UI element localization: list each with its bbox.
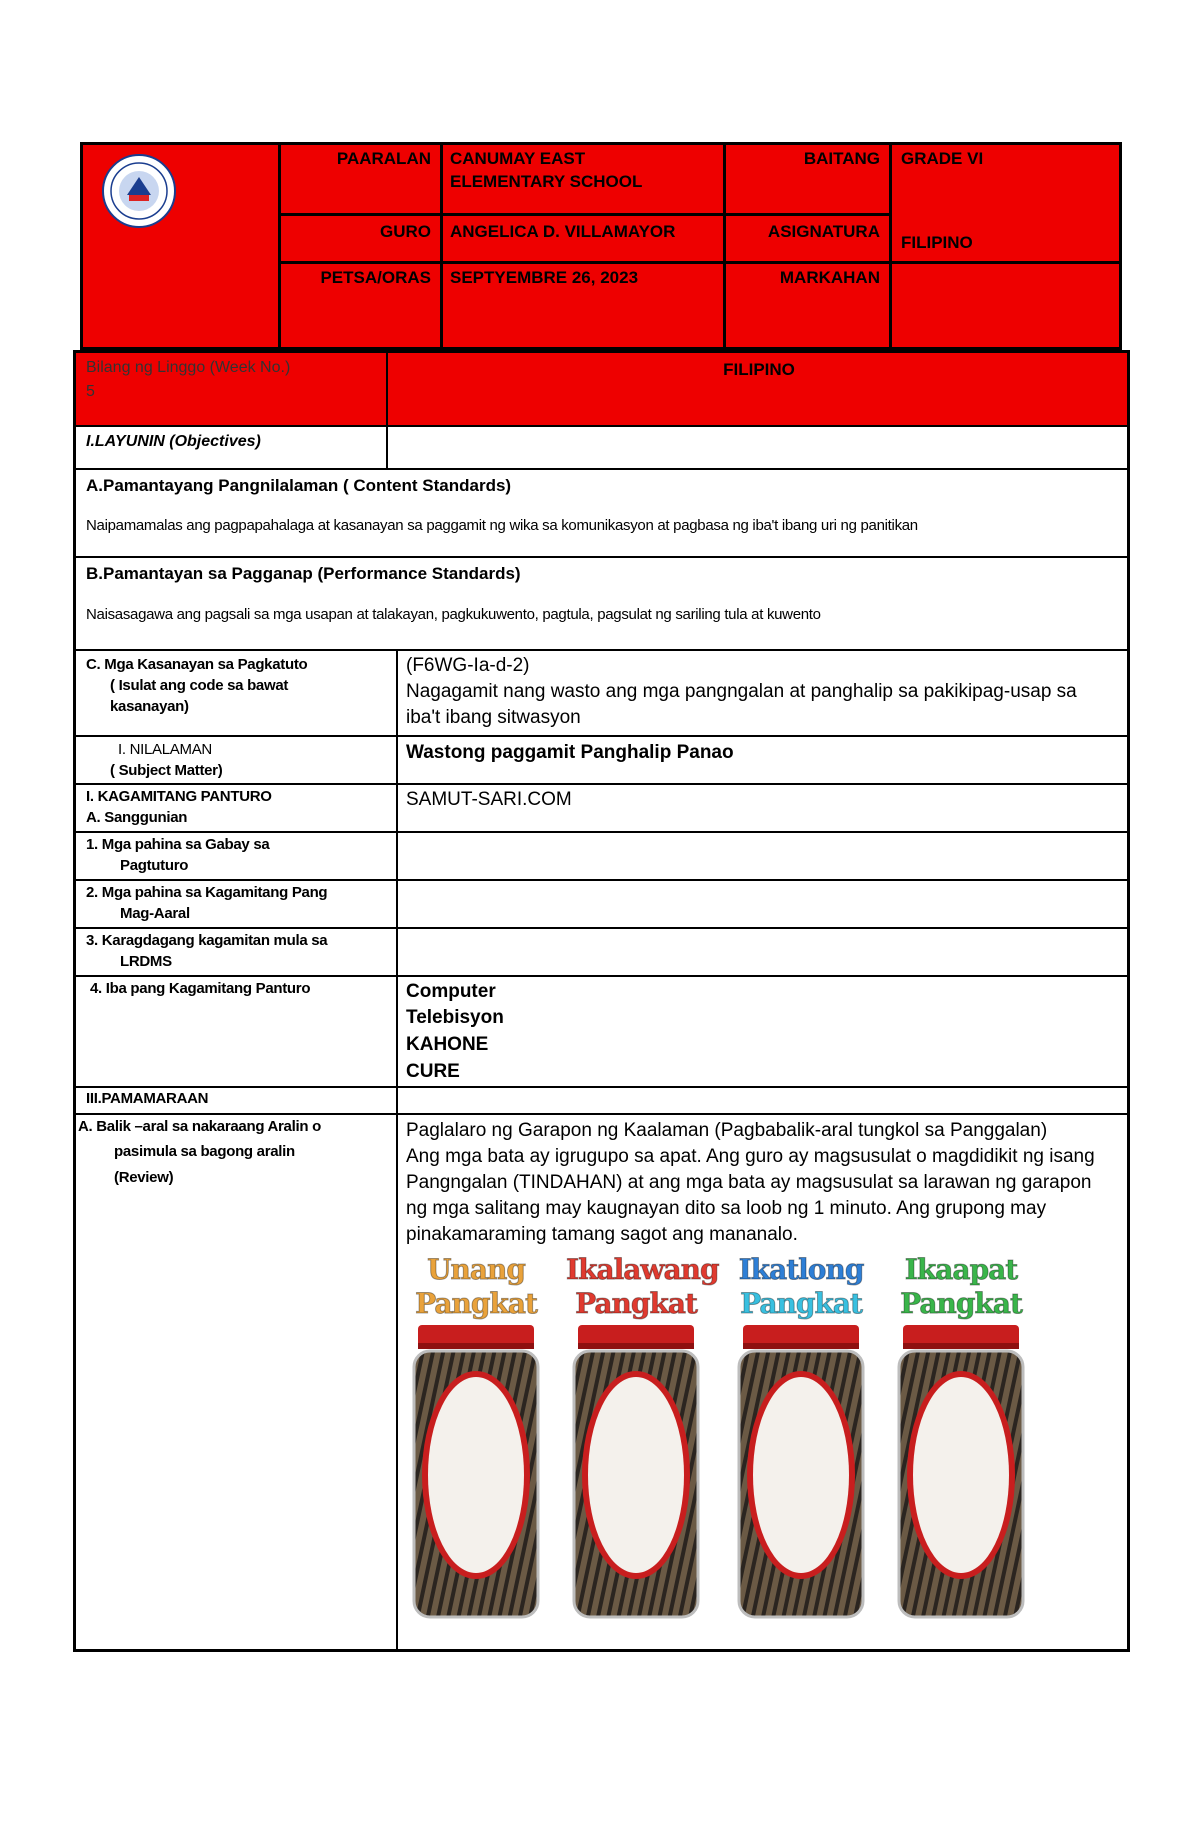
jar-group-word2: Pangkat: [575, 1287, 697, 1320]
kasanayan-text-line2: iba't ibang sitwasyon: [406, 707, 581, 728]
markahan-label: MARKAHAN: [779, 268, 880, 287]
week-label: Bilang ng Linggo (Week No.): [86, 359, 291, 376]
kagamitan-item4-value-2: Telebisyon: [406, 1007, 504, 1028]
nilalaman-value: Wastong paggamit Panghalip Panao: [406, 742, 734, 763]
header-block: [80, 142, 1122, 350]
kasanayan-label-line1: C. Mga Kasanayan sa Pagkatuto: [86, 656, 308, 673]
kasanayan-label-line3: kasanayan): [110, 698, 189, 715]
asignatura-value: FILIPINO: [901, 233, 973, 252]
activity-line1: Paglalaro ng Garapon ng Kaalaman (Pagbabalik-aral tungkol sa Panggalan): [406, 1120, 1048, 1141]
kasanayan-label-line2: ( Isulat ang code sa bawat: [110, 677, 289, 694]
activity-line5: pinakamaraming tamang sagot ang mananalo.: [406, 1224, 798, 1245]
nilalaman-label-line2: ( Subject Matter): [110, 762, 223, 779]
kagamitan-item3-line1: 3. Karagdagang kagamitan mula sa: [86, 932, 328, 949]
kagamitan-item1-line2: Pagtuturo: [120, 857, 189, 874]
kasanayan-text-line1: Nagagamit nang wasto ang mga pangngalan at panghalip sa pakikipag-usap sa: [406, 681, 1077, 702]
content-standards-text: Naipamamalas ang pagpapahalaga at kasanayan sa paggamit ng wika sa komunikasyon at pagbasa ng iba't ibang uri ng panitikan: [86, 517, 918, 534]
performance-standards-text: Naisasagawa ang pagsali sa mga usapan at talakayan, pagkukuwento, pagtula, pagsulat ng sariling tula at kuwento: [86, 606, 821, 623]
asignatura-label: ASIGNATURA: [767, 222, 880, 241]
subject-title: FILIPINO: [723, 360, 795, 379]
kagamitan-item4-value-4: CURE: [406, 1061, 460, 1082]
performance-standards-title: B.Pamantayan sa Pagganap (Performance Standards): [86, 564, 521, 583]
jar-group-word1: Unang: [427, 1253, 525, 1286]
jar-group-word2: Pangkat: [415, 1287, 537, 1320]
jar-ikaapat-pangkat: [891, 1253, 1031, 1625]
week-number: 5: [86, 383, 95, 400]
paaralan-value-line1: CANUMAY EAST: [450, 149, 586, 168]
kagamitan-item1-line1: 1. Mga pahina sa Gabay sa: [86, 836, 270, 853]
jar-icon: [891, 1325, 1031, 1625]
baitang-label: BAITANG: [803, 149, 880, 168]
kagamitan-item4-label: 4. Iba pang Kagamitang Panturo: [90, 980, 311, 997]
kagamitan-item2-line1: 2. Mga pahina sa Kagamitang Pang: [86, 884, 328, 901]
kasanayan-code: (F6WG-Ia-d-2): [406, 655, 530, 676]
petsa-label: PETSA/ORAS: [320, 268, 431, 287]
lesson-plan-table: [73, 350, 1130, 1652]
jar-ikatlong-pangkat: [731, 1253, 871, 1625]
kagamitan-item2-line2: Mag-Aaral: [120, 905, 190, 922]
kagamitan-item4-value-1: Computer: [406, 981, 496, 1002]
nilalaman-label-line1: I. NILALAMAN: [118, 741, 212, 758]
baitang-value: GRADE VI: [901, 149, 984, 168]
jar-group-word2: Pangkat: [740, 1287, 862, 1320]
jar-group-word1: Ikaapat: [904, 1253, 1018, 1286]
petsa-value: SEPTYEMBRE 26, 2023: [450, 268, 639, 287]
jar-icon: [731, 1325, 871, 1625]
jar-unang-pangkat: [406, 1253, 546, 1625]
guro-label: GURO: [380, 222, 431, 241]
jar-group-word1: Ikatlong: [738, 1253, 864, 1286]
jar-icon: [406, 1325, 546, 1625]
jar-group-word2: Pangkat: [900, 1287, 1022, 1320]
activity-line4: ng mga salitang may kaugnayan dito sa loob ng 1 minuto. Ang grupong may: [406, 1198, 1047, 1219]
kagamitan-label-line2: A. Sanggunian: [86, 809, 188, 826]
review-label-line1: A. Balik –aral sa nakaraang Aralin o: [78, 1118, 321, 1135]
jar-group-word1: Ikalawang: [566, 1253, 719, 1286]
jar-ikalawang-pangkat: [566, 1253, 719, 1625]
deped-seal-logo: [99, 151, 179, 231]
paaralan-value-line2: ELEMENTARY SCHOOL: [450, 172, 643, 191]
activity-line3: Pangngalan (TINDAHAN) at ang mga bata ay magsusulat sa larawan ng garapon: [406, 1172, 1092, 1193]
kagamitan-item3-line2: LRDMS: [120, 953, 172, 970]
content-standards-title: A.Pamantayang Pangnilalaman ( Content Standards): [86, 476, 512, 495]
kagamitan-label-line1: I. KAGAMITANG PANTURO: [86, 788, 272, 805]
guro-value: ANGELICA D. VILLAMAYOR: [450, 222, 676, 241]
kagamitan-item4-value-3: KAHONE: [406, 1034, 489, 1055]
activity-line2: Ang mga bata ay igrugupo sa apat. Ang guro ay magsusulat o magdidikit ng isang: [406, 1146, 1095, 1167]
pamamaraan-label: III.PAMAMARAAN: [86, 1090, 209, 1107]
review-label-line3: (Review): [114, 1169, 174, 1186]
paaralan-label: PAARALAN: [336, 149, 431, 168]
review-label-line2: pasimula sa bagong aralin: [114, 1143, 295, 1160]
layunin-label: I.LAYUNIN (Objectives): [86, 433, 261, 450]
jar-icon: [566, 1325, 706, 1625]
kagamitan-value: SAMUT-SARI.COM: [406, 789, 572, 810]
